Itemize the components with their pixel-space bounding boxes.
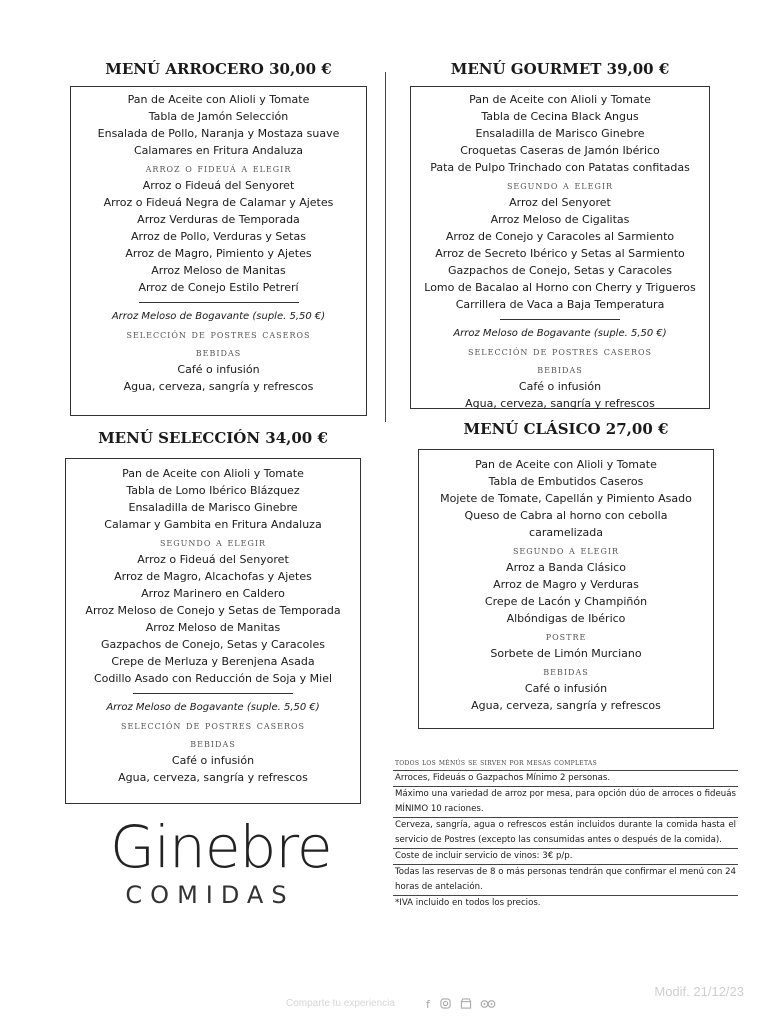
facebook-icon[interactable]: f bbox=[426, 998, 430, 1011]
column-divider bbox=[385, 72, 386, 422]
menu-choice: Crepe de Lacón y Champiñón bbox=[484, 595, 648, 608]
separator bbox=[500, 319, 620, 320]
menu-choice: Gazpachos de Conejo, Setas y Caracoles bbox=[101, 638, 325, 651]
menu-choice: Arroz del Senyoret bbox=[509, 196, 611, 209]
menu-choice: Crepe de Merluza y Berenjena Asada bbox=[111, 655, 315, 668]
supplement-note: Arroz Meloso de Bogavante (suple. 5,50 €) bbox=[111, 311, 326, 322]
menu-item: Pan de Aceite con Alioli y Tomate bbox=[122, 467, 304, 480]
supplement-note: Arroz Meloso de Bogavante (suple. 5,50 €) bbox=[106, 702, 320, 713]
menu-item: Queso de Cabra al horno con cebolla bbox=[464, 509, 668, 522]
menu-choice: Arroz de Conejo Estilo Petrerí bbox=[138, 281, 299, 294]
drink-item: Agua, cerveza, sangría y refrescos bbox=[471, 699, 661, 712]
menu-gourmet-title: MENÚ GOURMET 39,00 € bbox=[450, 60, 670, 78]
menu-choice: Arroz a Banda Clásico bbox=[506, 561, 626, 574]
note-row: Máximo una variedad de arroz por mesa, para opción dúo de arroces o fideuás MÍNIMO 10 raciones. bbox=[393, 786, 738, 817]
menu-item: Tabla de Jamón Selección bbox=[148, 110, 289, 123]
brand-logo-subtitle: COMIDAS bbox=[125, 881, 295, 909]
menu-choice: Codillo Asado con Reducción de Soja y Miel bbox=[93, 672, 333, 685]
note-row: *IVA incluido en todos los precios. bbox=[393, 895, 738, 911]
menu-choice: Arroz de Secreto Ibérico y Setas al Sarmiento bbox=[435, 247, 685, 260]
section-heading: segundo a elegir bbox=[512, 543, 620, 557]
menu-choice: Arroz de Pollo, Verduras y Setas bbox=[131, 230, 306, 243]
menu-choice: Lomo de Bacalao al Horno con Cherry y Trigueros bbox=[424, 281, 696, 294]
menu-item: Calamar y Gambita en Fritura Andaluza bbox=[104, 518, 322, 531]
drink-item: Agua, cerveza, sangría y refrescos bbox=[465, 397, 655, 410]
note-row: Cerveza, sangría, agua o refrescos están incluidos durante la comida hasta el servicio de Postres (excepto las consumidas antes o después de la comida). bbox=[393, 817, 738, 848]
store-icon[interactable] bbox=[460, 998, 472, 1012]
menu-choice: Arroz o Fideuá del Senyoret bbox=[137, 553, 289, 566]
menu-choice: Carrillera de Vaca a Baja Temperatura bbox=[455, 298, 665, 311]
instagram-icon[interactable] bbox=[440, 998, 451, 1012]
modified-date: Modif. 21/12/23 bbox=[654, 984, 744, 999]
section-heading: segundo a elegir bbox=[506, 178, 614, 192]
menu-gourmet-box bbox=[410, 86, 710, 409]
section-heading: selección de postres caseros bbox=[126, 327, 311, 341]
menu-seleccion-title: MENÚ SELECCIÓN 34,00 € bbox=[98, 429, 328, 447]
menu-choice: Arroz Meloso de Cigalitas bbox=[490, 213, 630, 226]
section-heading: bebidas bbox=[537, 362, 583, 376]
section-heading: postre bbox=[545, 629, 587, 643]
menu-item: caramelizada bbox=[529, 526, 603, 539]
drink-item: Café o infusión bbox=[177, 363, 260, 376]
note-row: Arroces, Fideuás o Gazpachos Mínimo 2 personas. bbox=[393, 770, 738, 786]
menu-item: Tabla de Cecina Black Angus bbox=[481, 110, 639, 123]
menu-arrocero-title: MENÚ ARROCERO 30,00 € bbox=[105, 60, 332, 78]
menu-item: Tabla de Lomo Ibérico Blázquez bbox=[126, 484, 300, 497]
drink-item: Café o infusión bbox=[524, 682, 608, 695]
menu-choice: Arroz de Magro y Verduras bbox=[493, 578, 639, 591]
tripadvisor-icon[interactable] bbox=[480, 998, 496, 1012]
menu-choice: Arroz de Magro, Pimiento y Ajetes bbox=[125, 247, 312, 260]
brand-logo: Ginebre bbox=[110, 813, 332, 881]
menu-item: Tabla de Embutidos Caseros bbox=[488, 475, 644, 488]
supplement-note: Arroz Meloso de Bogavante (suple. 5,50 €) bbox=[453, 328, 667, 339]
menu-choice: Arroz de Conejo y Caracoles al Sarmiento bbox=[445, 230, 675, 243]
menu-choice: Arroz de Magro, Alcachofas y Ajetes bbox=[114, 570, 312, 583]
menu-seleccion-box bbox=[65, 458, 361, 804]
section-heading: arroz o fideuá a elegir bbox=[145, 161, 292, 175]
section-heading: selección de postres caseros bbox=[120, 718, 306, 732]
menu-notes bbox=[393, 756, 738, 911]
note-row: Coste de incluir servicio de vinos: 3€ p/p. bbox=[393, 848, 738, 864]
drink-item: Café o infusión bbox=[518, 380, 602, 393]
menu-clasico-box bbox=[418, 449, 714, 729]
menu-item: Ensalada de Pollo, Naranja y Mostaza suave bbox=[97, 127, 340, 140]
menu-choice: Arroz o Fideuá Negra de Calamar y Ajetes bbox=[103, 196, 334, 209]
drink-item: Agua, cerveza, sangría y refrescos bbox=[118, 771, 308, 784]
menu-item: Ensaladilla de Marisco Ginebre bbox=[475, 127, 645, 140]
menu-arrocero-box bbox=[70, 86, 367, 416]
section-heading: bebidas bbox=[190, 736, 236, 750]
menu-choice: Arroz Meloso de Manitas bbox=[151, 264, 286, 277]
menu-item: Pan de Aceite con Alioli y Tomate bbox=[469, 93, 651, 106]
menu-item: Pata de Pulpo Trinchado con Patatas confitadas bbox=[430, 161, 690, 174]
separator bbox=[139, 302, 299, 303]
menu-clasico-title: MENÚ CLÁSICO 27,00 € bbox=[463, 420, 669, 438]
menu-choice: Albóndigas de Ibérico bbox=[506, 612, 626, 625]
menu-item: Ensaladilla de Marisco Ginebre bbox=[128, 501, 298, 514]
menu-choice: Arroz Marinero en Caldero bbox=[141, 587, 285, 600]
section-heading: bebidas bbox=[195, 345, 242, 359]
drink-item: Café o infusión bbox=[171, 754, 255, 767]
menu-item: Pan de Aceite con Alioli y Tomate bbox=[475, 458, 657, 471]
menu-choice: Arroz Verduras de Temporada bbox=[137, 213, 300, 226]
menu-item: Mojete de Tomate, Capellán y Pimiento Asado bbox=[440, 492, 692, 505]
separator bbox=[133, 693, 293, 694]
menu-item: Croquetas Caseras de Jamón Ibérico bbox=[460, 144, 660, 157]
menu-choice: Arroz Meloso de Conejo y Setas de Temporada bbox=[85, 604, 341, 617]
section-heading: bebidas bbox=[543, 664, 589, 678]
section-heading: selección de postres caseros bbox=[467, 344, 653, 358]
dessert-item: Sorbete de Limón Murciano bbox=[490, 647, 642, 660]
note-row: Todas las reservas de 8 o más personas tendrán que confirmar el menú con 24 horas de antelación. bbox=[393, 864, 738, 895]
menu-choice: Gazpachos de Conejo, Setas y Caracoles bbox=[448, 264, 672, 277]
menu-item: Pan de Aceite con Alioli y Tomate bbox=[127, 93, 310, 106]
menu-item: Calamares en Fritura Andaluza bbox=[133, 144, 304, 157]
share-text[interactable]: Comparte tu experiencia bbox=[286, 998, 395, 1009]
menu-choice: Arroz o Fideuá del Senyoret bbox=[142, 179, 295, 192]
drink-item: Agua, cerveza, sangría y refrescos bbox=[123, 380, 314, 393]
notes-heading: todos los ménús se sirven por mesas completas bbox=[395, 758, 597, 767]
section-heading: segundo a elegir bbox=[159, 535, 267, 549]
menu-choice: Arroz Meloso de Manitas bbox=[145, 621, 281, 634]
